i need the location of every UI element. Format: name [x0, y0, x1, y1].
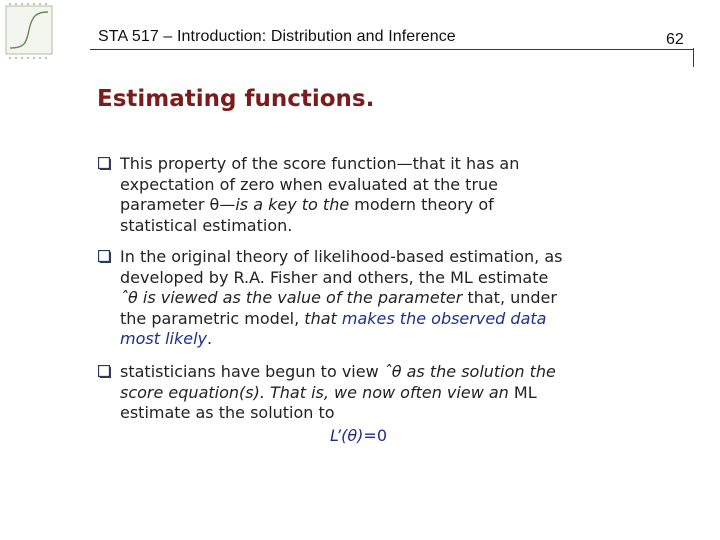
checkbox-bullet-icon: [98, 365, 112, 379]
emphasis-text: score equation(s). That is, we now often view an: [120, 382, 509, 402]
text-run: statisticians have begun to view: [120, 362, 384, 381]
emphasis-text: ˆθ is viewed as the value of the parameter: [120, 288, 463, 307]
bullet-line: [98, 195, 698, 216]
bullet-line: developed by R.A. Fisher and others, the ML estimate: [120, 267, 549, 287]
emphasis-text: is a key to the: [235, 195, 350, 214]
equation-rhs: =0: [363, 426, 387, 445]
bullet-item-1: [98, 154, 698, 236]
bullet-line: estimate as the solution to: [120, 403, 335, 422]
emphasis-blue-text: most likely: [120, 329, 207, 348]
bullet-line: This property of the score function—that it has an: [120, 154, 520, 173]
bullet-line: [98, 309, 698, 330]
bullet-line: [98, 362, 698, 383]
bullet-line: [98, 383, 698, 404]
bullet-line: [98, 288, 698, 309]
bullet-item-2: [98, 247, 698, 350]
emphasis-text: that: [304, 308, 337, 328]
equation-expression: L’(θ): [330, 426, 364, 445]
text-run: parameter θ—: [120, 195, 236, 214]
text-run: the parametric model,: [120, 308, 305, 328]
text-run: modern theory of: [349, 195, 494, 214]
emphasis-text: ˆθ as the solution the: [383, 362, 556, 381]
checkbox-bullet-icon: [98, 250, 112, 264]
page-number: 62: [666, 31, 684, 48]
bullet-line: In the original theory of likelihood-based estimation, as: [120, 247, 563, 266]
bullet-line: statistical estimation.: [120, 215, 293, 235]
cdf-curve-logo-icon: [0, 0, 58, 62]
text-run: ML: [508, 382, 537, 402]
emphasis-blue-text: makes the observed data: [336, 308, 547, 328]
header-divider-tick: [693, 48, 694, 67]
bullet-item-3: [98, 362, 698, 424]
bullet-line: [98, 329, 698, 350]
checkbox-bullet-icon: [98, 157, 112, 171]
score-equation: [330, 426, 387, 445]
text-run: that, under: [462, 288, 557, 307]
course-title: STA 517 – Introduction: Distribution and Inference: [98, 28, 456, 45]
header-divider: [90, 49, 694, 50]
slide-title: Estimating functions.: [97, 86, 375, 112]
text-run: .: [206, 329, 213, 348]
bullet-line: expectation of zero when evaluated at the true: [120, 174, 498, 194]
